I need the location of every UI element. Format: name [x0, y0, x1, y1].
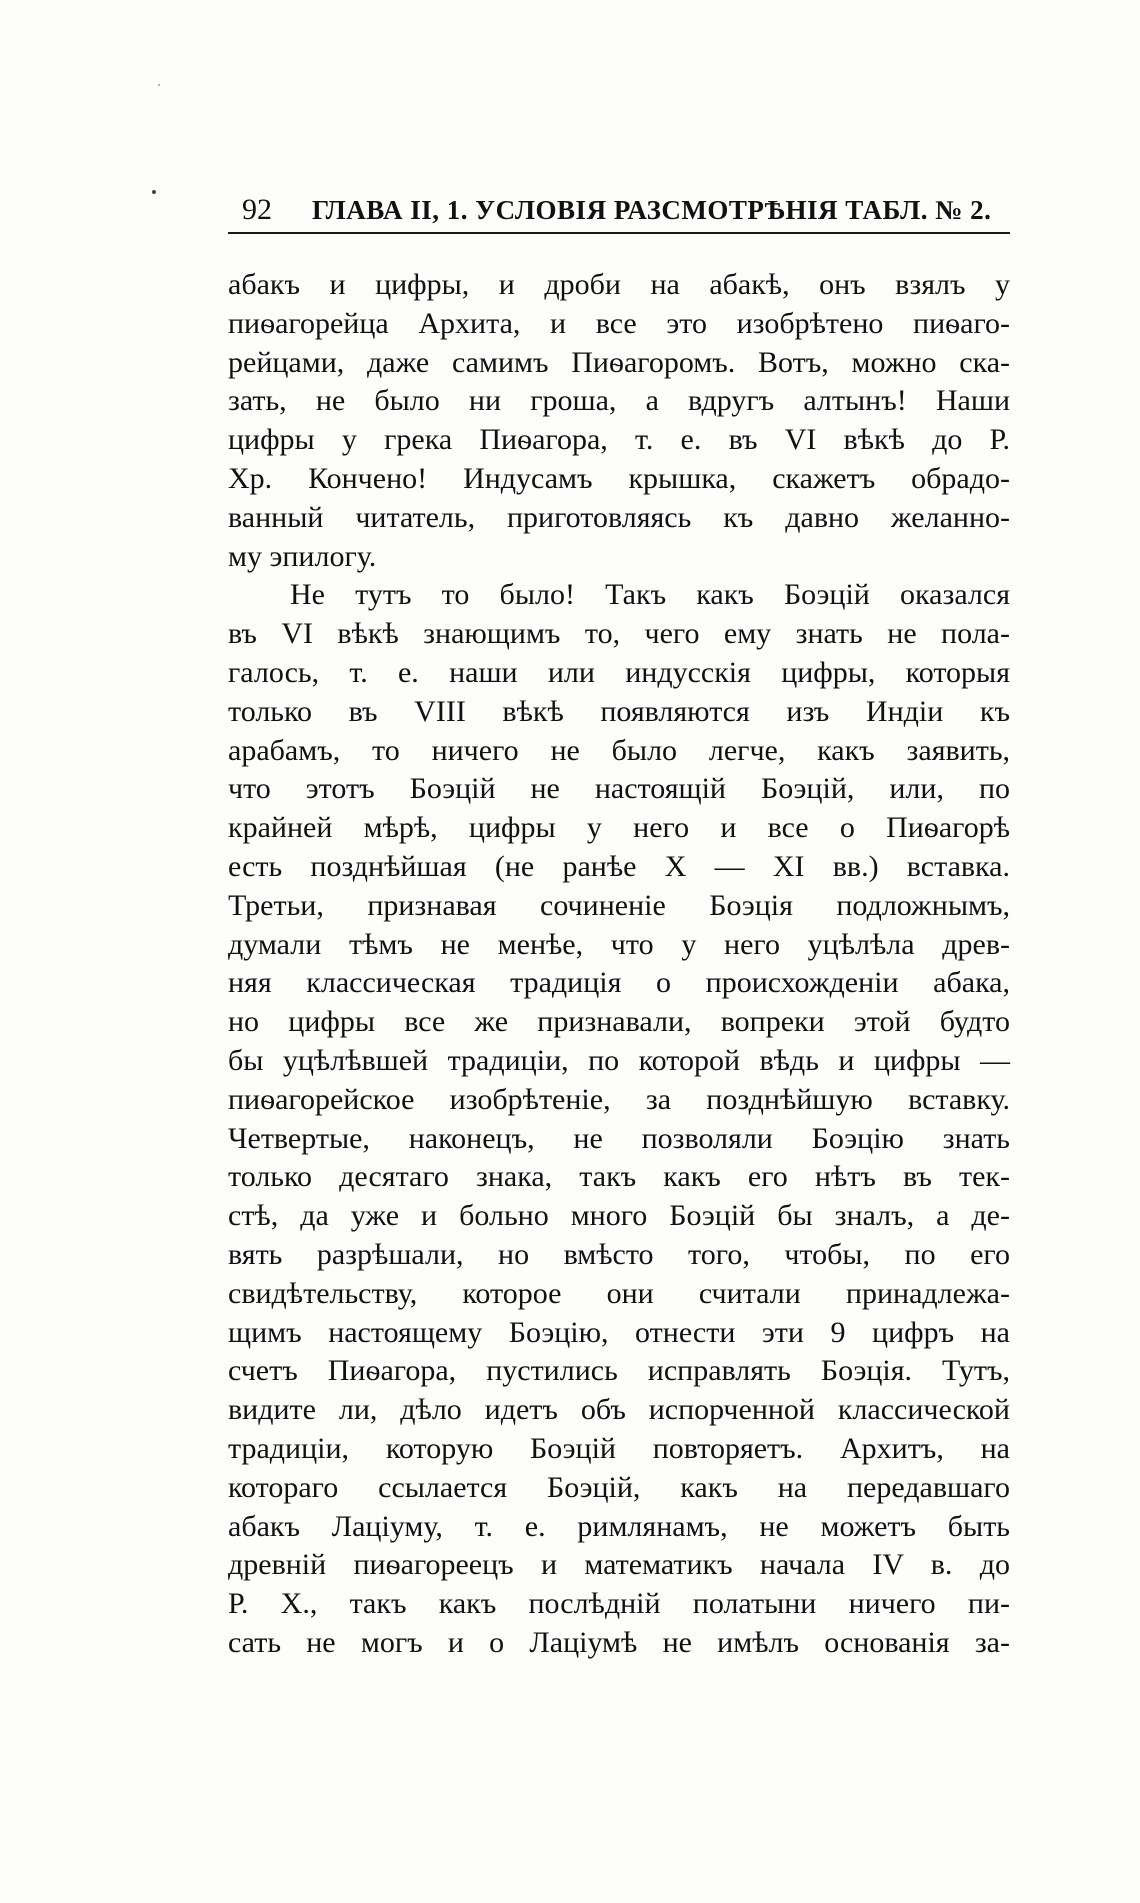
text-line: только въ VIII вѣкѣ появляются изъ Индіи къ: [228, 694, 1010, 728]
text-line: няя классическая традиція о происхожденіи абака,: [228, 966, 1010, 1000]
text-line: въ VI вѣкѣ знающимъ то, чего ему знать не пола-: [228, 617, 1010, 651]
text-line: пиѳагорейское изобрѣтеніе, за позднѣйшую вставку.: [228, 1082, 1010, 1116]
text-line: цифры у грека Пиѳагора, т. е. въ VI вѣкѣ до Р.: [228, 423, 1010, 457]
text-line: счетъ Пиѳагора, пустились исправлять Боэція. Тутъ,: [228, 1354, 1010, 1388]
text-line: галось, т. е. наши или индусскія цифры, которыя: [228, 655, 1010, 689]
text-line: видите ли, дѣло идетъ объ испорченной классической: [228, 1393, 1010, 1427]
running-head-text: ГЛАВА II, 1. УСЛОВІЯ РАЗСМОТРѢНІЯ ТАБЛ. № 2.: [312, 195, 992, 225]
text-line: Р. Х., такъ какъ послѣдній полатыни ничего пи-: [228, 1587, 1010, 1621]
text-line: но цифры все же признавали, вопреки этой будто: [228, 1005, 1010, 1039]
text-line: свидѣтельству, которое они считали принадлежа-: [228, 1276, 1010, 1310]
text-line: зать, не было ни гроша, а вдругъ алтынъ! Наши: [228, 384, 1010, 418]
text-line: рейцами, даже самимъ Пиѳагоромъ. Вотъ, можно ска-: [228, 345, 1010, 379]
text-line: Третьи, признавая сочиненіе Боэція подложнымъ,: [228, 888, 1010, 922]
text-line: стѣ, да уже и больно много Боэцій бы зналъ, а де-: [228, 1199, 1010, 1233]
body-text: [228, 266, 1010, 1663]
text-line: древній пиѳагореецъ и математикъ начала IV в. до: [228, 1548, 1010, 1582]
page-header: [228, 192, 1010, 234]
text-line: арабамъ, то ничего не было легче, какъ заявить,: [228, 733, 1010, 767]
text-line: бы уцѣлѣвшей традиціи, по которой вѣдь и цифры —: [228, 1043, 1010, 1077]
text-line: вять разрѣшали, но вмѣсто того, чтобы, по его: [228, 1237, 1010, 1271]
text-line: Не тутъ то было! Такъ какъ Боэцій оказался: [290, 578, 1010, 612]
text-line: щимъ настоящему Боэцію, отнести эти 9 цифръ на: [228, 1315, 1010, 1349]
text-line: только десятаго знака, такъ какъ его нѣтъ въ тек-: [228, 1160, 1010, 1194]
page-number: 92: [242, 193, 272, 226]
text-line: традиціи, которую Боэцій повторяетъ. Архитъ, на: [228, 1431, 1010, 1465]
text-line: что этотъ Боэцій не настоящій Боэцій, или, по: [228, 772, 1010, 806]
text-line: Хр. Кончено! Индусамъ крышка, скажетъ обрадо-: [228, 461, 1010, 495]
text-line: думали тѣмъ не менѣе, что у него уцѣлѣла древ-: [228, 927, 1010, 961]
text-line: абакъ и цифры, и дроби на абакѣ, онъ взялъ у: [228, 268, 1010, 301]
ink-speck: [152, 190, 156, 194]
ink-speck: [158, 84, 160, 86]
text-line: сать не могъ и о Лаціумѣ не имѣлъ основанія за-: [228, 1625, 1010, 1659]
running-head: [312, 192, 991, 228]
text-line: Четвертые, наконецъ, не позволяли Боэцію знать: [228, 1121, 1010, 1155]
text-line: есть позднѣйшая (не ранѣе X — XI вв.) вставка.: [228, 849, 1010, 883]
text-line: абакъ Лаціуму, т. е. римлянамъ, не можетъ быть: [228, 1509, 1010, 1543]
text-line: ванный читатель, приготовляясь къ давно желанно-: [228, 500, 1010, 534]
text-line: му эпилогу.: [228, 539, 377, 573]
text-line: пиѳагорейца Архита, и все это изобрѣтено пиѳаго-: [228, 306, 1010, 340]
text-line: крайней мѣрѣ, цифры у него и все о Пиѳагорѣ: [228, 811, 1010, 845]
text-line: котораго ссылается Боэцій, какъ на передавшаго: [228, 1470, 1010, 1504]
